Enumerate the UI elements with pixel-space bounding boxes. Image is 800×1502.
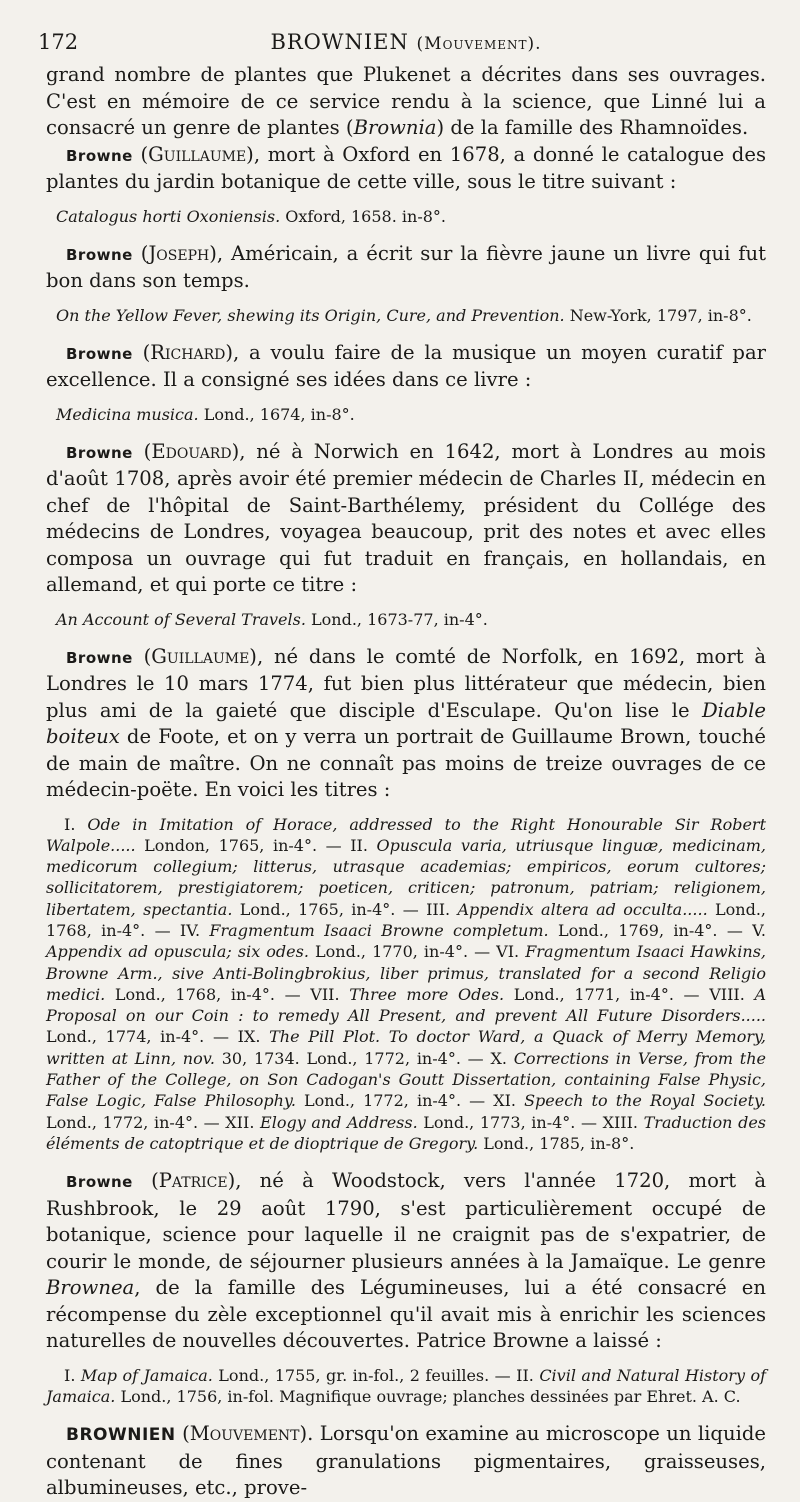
works-list <box>46 814 766 1155</box>
entry-headword: Browne <box>66 146 133 165</box>
work-title: The Pill Plot. To doctor Ward, a Quack of Merry Memory, written at Linn, nov. <box>46 1027 766 1068</box>
work-details: Lond., 1773, in-4°. — XIII. <box>417 1112 644 1132</box>
intro-genus: Brownia <box>353 116 437 139</box>
entry-forename: (Joseph), <box>140 241 224 265</box>
running-head <box>38 22 766 62</box>
work-details: Lond., 1772, in-4°. — XII. <box>46 1112 261 1132</box>
work-details: Lond., 1771, in-4°. — VIII. <box>504 984 755 1004</box>
work-details: Lond., 1785, in-8°. <box>478 1133 635 1153</box>
citation-details: Lond., 1673-77, in-4°. <box>305 609 488 629</box>
work-title: Fragmentum Isaaci Browne completum. <box>209 920 549 940</box>
work-title: Traduction des éléments de catoptrique et de dioptrique de Gregory. <box>46 1112 767 1153</box>
entry-headword: Browne <box>66 344 133 363</box>
entry-headword: Browne <box>66 245 133 264</box>
entry-citation <box>46 206 766 227</box>
work-title: Appendix ad opuscula; six odes. <box>46 942 309 962</box>
entry-body <box>46 142 766 196</box>
work-details: 30, 1734. Lond., 1772, in-4°. — X. <box>214 1048 514 1068</box>
entry-text: Américain, a écrit sur la fièvre jaune un livre qui fut bon dans son temps. <box>46 241 767 292</box>
entry-guillaume-2 <box>46 644 766 1155</box>
work-details: Lond., 1772, in-4°. — XI. <box>295 1091 525 1111</box>
work-details: Lond., 1765, in-4°. — III. <box>232 899 458 919</box>
entry-text: Lorsqu'on examine au microscope un liquide contenant de fines granulations pigmentaires, graisseuses, albumineuses, etc., prove- <box>46 1422 766 1500</box>
work-details: Lond., 1770, in-4°. — VI. <box>308 942 526 962</box>
work-title: Three more Odes. <box>349 984 505 1004</box>
intro-paragraph <box>46 62 766 142</box>
citation-title: An Account of Several Travels. <box>56 609 306 629</box>
citation-title: Medicina musica. <box>56 404 199 424</box>
entry-forename: (Mouvement). <box>182 1422 314 1446</box>
entry-headword: Browne <box>66 443 133 462</box>
works-list <box>46 1365 766 1408</box>
citation-title: Catalogus horti Oxoniensis. <box>56 206 281 226</box>
citation-details: New-York, 1797, in-8°. <box>564 305 752 325</box>
entry-body <box>46 241 766 295</box>
entry-forename: (Patrice), <box>151 1169 242 1193</box>
intro-text: grand nombre de plantes que Plukenet a décrites dans ses ouvrages. C'est en mémoire de ce service rendu à la science, que Linné lui a consacré un genre de plantes ( <box>46 63 766 139</box>
entry-text: a voulu faire de la musique un moyen curatif par excellence. Il a consigné ses idées dans ce livre : <box>46 340 766 391</box>
entry-edouard <box>46 439 766 630</box>
intro-text-end: ) de la famille des Rhamnoïdes. <box>436 116 749 139</box>
entry-richard <box>46 340 766 425</box>
entry-forename: (Richard), <box>142 340 240 364</box>
entry-headword: Browne <box>66 648 133 667</box>
work-details: Lond., 1755, gr. in-fol., 2 feuilles. — II. <box>212 1365 540 1385</box>
work-details: Lond., 1774, in-4°. — IX. <box>46 1027 270 1047</box>
entry-body <box>46 439 766 599</box>
header-title-main: BROWNIEN <box>270 30 409 54</box>
work-details: I. <box>64 814 88 834</box>
entry-headword: BROWNIEN <box>66 1425 176 1446</box>
work-title: Fragmentum Isaaci Hawkins, Browne Arm., sive Anti-Bolingbrokius, liber primus, translated for a second Religio medici. <box>46 942 767 1004</box>
entry-text: , de la famille des Légumineuses, lui a été consacré en récompense du zèle exceptionnel qu'il avait mis à enrichir les sciences naturelles de nouvelles découvertes. Patrice Browne a laissé : <box>46 1276 766 1353</box>
entry-brownien <box>46 1421 766 1502</box>
entry-text: mort à Oxford en 1678, a donné le catalogue des plantes du jardin botanique de cette ville, sous le titre suivant : <box>46 142 766 193</box>
work-title: Opuscula varia, utriusque linguæ, medicinam, medicorum collegium; litterus, utrasque academias; empiricos, eorum cultores; sollicitatorem, prestigiatorem; poeticen, criticen; patronum, patriam; religionem, libertatem, spectantia. <box>46 835 767 919</box>
entry-genus: Brownea <box>46 1276 135 1300</box>
page-number: 172 <box>38 30 79 54</box>
entry-body <box>46 1168 766 1355</box>
work-title: Map of Jamaica. <box>80 1365 213 1385</box>
work-title: Corrections in Verse, from the Father of the College, on Son Cadogan's Goutt Dissertation, containing False Physic, False Logic, False Philosophy. <box>46 1048 767 1111</box>
work-details: Lond., 1768, in-4°. — IV. <box>46 899 766 940</box>
entry-headword: Browne <box>66 1173 133 1192</box>
entry-body <box>46 1421 766 1502</box>
work-title: A Proposal on our Coin : to remedy All Present, and prevent All Future Disorders..... <box>46 984 767 1026</box>
entry-citation <box>46 305 766 326</box>
entry-text: né à Norwich en 1642, mort à Londres au mois d'août 1708, après avoir été premier médecin de Charles II, médecin en chef de l'hôpital de Saint-Barthélemy, président du Collége des médecins de Londres, voyagea beaucoup, prit des notes et avec elles composa un ouvrage qui fut traduit en français, en hollandais, en allemand, et qui porte ce titre : <box>46 439 766 596</box>
entry-play-title: Diable boiteux <box>46 698 766 748</box>
work-details: Lond., 1756, in-fol. Magnifique ouvrage; planches dessinées par Ehret. A. C. <box>115 1387 741 1407</box>
entry-text: de Foote, et on y verra un portrait de Guillaume Brown, touché de main de maître. On ne connaît pas moins de treize ouvrages de ce médecin-poëte. En voici les titres : <box>46 725 766 801</box>
citation-details: Lond., 1674, in-8°. <box>198 404 355 424</box>
work-title: Elogy and Address. <box>260 1112 418 1132</box>
entry-text: né à Woodstock, vers l'année 1720, mort à Rushbrook, le 29 août 1790, s'est particulièrement occupé de botanique, science pour laquelle il ne craignit pas de s'expatrier, de courir le monde, de séjourner plusieurs années à la Jamaïque. Le genre <box>46 1169 766 1273</box>
work-title: Speech to the Royal Society. <box>524 1091 767 1111</box>
entry-body <box>46 340 766 394</box>
citation-title: On the Yellow Fever, shewing its Origin, Cure, and Prevention. <box>56 305 565 325</box>
work-details: London, 1765, in-4°. — II. <box>135 835 377 855</box>
work-details: I. <box>64 1365 81 1385</box>
entry-joseph <box>46 241 766 326</box>
entry-citation <box>46 609 766 630</box>
work-title: Appendix altera ad occulta..... <box>457 899 708 919</box>
entry-body <box>46 644 766 804</box>
work-title: Ode in Imitation of Horace, addressed to the Right Honourable Sir Robert Walpole..... <box>46 814 766 855</box>
entry-forename: (Guillaume), <box>143 644 264 668</box>
work-title: Civil and Natural History of Jamaica. <box>46 1365 766 1407</box>
header-title <box>46 30 766 54</box>
work-details: Lond., 1769, in-4°. — V. <box>548 920 767 940</box>
entry-guillaume-1 <box>46 142 766 227</box>
entry-citation <box>46 404 766 425</box>
entry-forename: (Guillaume), <box>140 142 261 166</box>
entry-forename: (Edouard), <box>143 439 246 463</box>
citation-details: Oxford, 1658. in-8°. <box>280 206 446 226</box>
work-details: Lond., 1768, in-4°. — VII. <box>105 984 350 1004</box>
entry-patrice <box>46 1168 766 1407</box>
entry-text: né dans le comté de Norfolk, en 1692, mort à Londres le 10 mars 1774, fut bien plus littérateur que médecin, bien plus ami de la gaieté que disciple d'Esculape. Qu'on lise le <box>46 644 767 722</box>
header-title-paren: (Mouvement). <box>416 34 542 54</box>
